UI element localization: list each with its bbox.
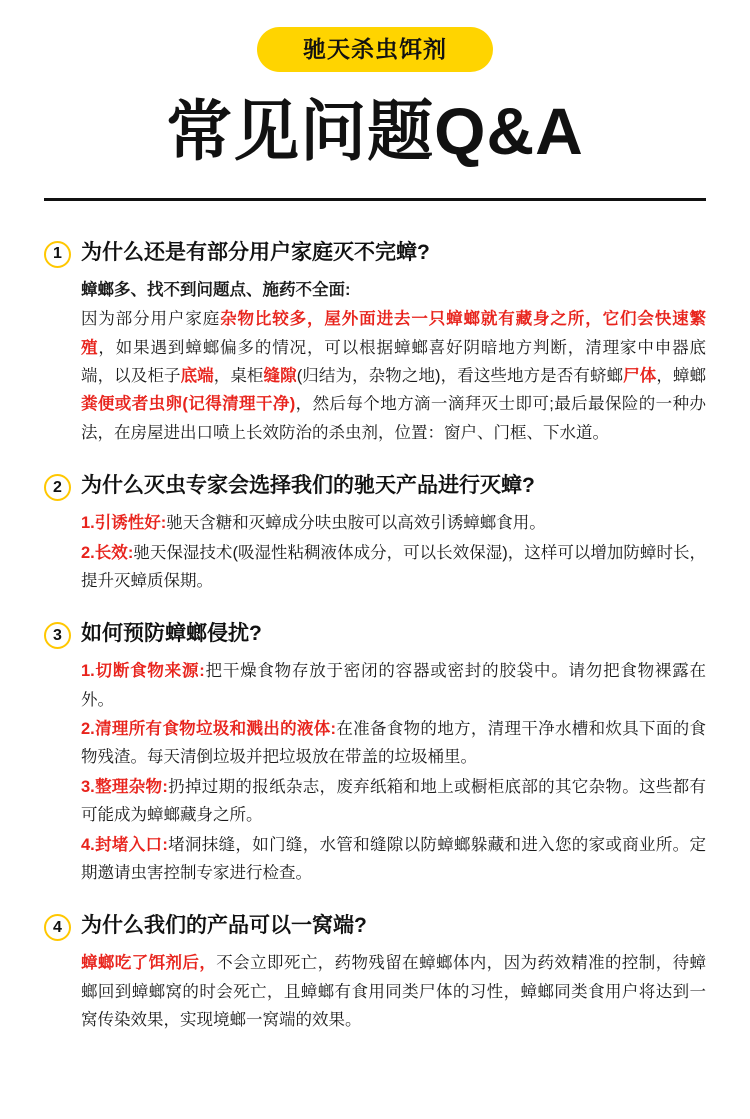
page-title: 常见问题Q&A	[166, 94, 584, 168]
faq-list	[44, 239, 706, 1035]
faq-answer-segment: 堵洞抹缝，如门缝，水管和缝隙以防蟑螂躲藏和进入您的家或商业所。定期邀请虫害控制专家进行检查。	[81, 835, 706, 882]
faq-answer-segment: 1.引诱性好:	[81, 514, 167, 533]
faq-item	[44, 239, 706, 447]
faq-answer-segment: 蟑螂多、找不到问题点、施药不全面:	[81, 280, 351, 299]
faq-number-badge: 1	[44, 241, 71, 268]
faq-answer-segment: (归结为，杂物之地)，看这些地方是否有蛴螂	[296, 367, 624, 386]
faq-answer	[81, 949, 706, 1034]
faq-answer-segment: 驰天含糖和灭蟑成分呋虫胺可以高效引诱蟑螂食用。	[166, 514, 546, 533]
faq-question-text: 为什么灭虫专家会选择我们的驰天产品进行灭蟑?	[81, 474, 535, 498]
faq-answer-segment: 驰天保湿技术(吸湿性粘稠液体成分，可以长效保湿)，这样可以增加防蟑时长，提升灭蟑质保期。	[81, 543, 706, 590]
faq-answer-segment: 尸体	[623, 367, 657, 386]
faq-answer-segment: 把干燥食物存放于密闭的容器或密封的胶袋中。请勿把食物裸露在外。	[81, 662, 706, 709]
faq-question-text: 为什么我们的产品可以一窝端?	[81, 914, 367, 938]
faq-answer-paragraph	[81, 276, 706, 304]
faq-item	[44, 912, 706, 1034]
header-divider	[44, 198, 706, 201]
faq-number-badge: 4	[44, 914, 71, 941]
faq-answer-segment: 因为部分用户家庭	[81, 310, 221, 329]
faq-question-text: 为什么还是有部分用户家庭灭不完蟑?	[81, 240, 430, 264]
faq-number-badge: 2	[44, 474, 71, 501]
faq-number-badge: 3	[44, 622, 71, 649]
faq-answer	[81, 509, 706, 595]
faq-answer	[81, 657, 706, 887]
faq-item	[44, 472, 706, 595]
faq-answer-segment: 底端	[180, 367, 214, 386]
faq-answer-segment: 2.长效:	[81, 543, 134, 562]
faq-answer-paragraph	[81, 949, 706, 1034]
faq-answer-paragraph	[81, 657, 706, 714]
faq-answer-paragraph	[81, 305, 706, 447]
faq-answer-segment: 扔掉过期的报纸杂志，废弃纸箱和地上或橱柜底部的其它杂物。这些都有可能成为蟑螂藏身之所。	[81, 777, 706, 825]
badge-container	[44, 0, 706, 72]
faq-answer-paragraph	[81, 539, 706, 596]
faq-answer-segment: 4.封堵入口:	[81, 835, 168, 854]
faq-answer-paragraph	[81, 831, 706, 888]
faq-answer-segment: 杂物比较多，屋外面进去一只蟑螂就有藏身之所，它们会快速繁殖	[81, 310, 707, 357]
product-badge: 驰天杀虫饵剂	[257, 27, 493, 72]
faq-question-row	[44, 620, 706, 649]
faq-answer-segment: 2.清理所有食物垃圾和溅出的液体:	[81, 720, 337, 739]
faq-item	[44, 620, 706, 887]
faq-answer-segment: 蟑螂吃了饵剂后，	[81, 954, 217, 973]
faq-answer-paragraph	[81, 715, 706, 772]
faq-answer-segment: 1.切断食物来源:	[81, 662, 205, 681]
faq-question-row	[44, 472, 706, 501]
faq-answer-segment: 不会立即死亡，药物残留在蟑螂体内，因为药效精准的控制，待蟑螂回到蟑螂窝的时会死亡，且蟑螂有食用同类尸体的习性，蟑螂同类食用户将达到一窝传染效果，实现境螂一窝端的效果。	[81, 954, 707, 1030]
faq-answer-segment: ，然后每个地方滴一滴拜灭士即可;最后最保险的一种办法，在房屋进出口喷上长效防治的杀虫剂，位置：窗户、门框、下水道。	[81, 395, 706, 442]
faq-answer-paragraph	[81, 509, 706, 537]
faq-answer	[81, 276, 706, 447]
faq-answer-paragraph	[81, 773, 706, 830]
faq-question-row	[44, 239, 706, 268]
faq-question-text: 如何预防蟑螂侵扰?	[81, 622, 262, 646]
faq-answer-segment: 在准备食物的地方，清理干净水槽和炊具下面的食物残渣。每天清倒垃圾并把垃圾放在带盖的垃圾桶里。	[81, 720, 706, 767]
faq-answer-segment: ，如果遇到蟑螂偏多的情况，可以根据蟑螂喜好阴暗地方判断，清理家中申器底端，以及柜子	[81, 338, 707, 386]
faq-answer-segment: 3.整理杂物:	[81, 777, 168, 796]
faq-answer-segment: ，蟑螂	[656, 367, 707, 386]
faq-answer-segment: 缝隙	[263, 367, 297, 386]
faq-question-row	[44, 912, 706, 941]
faq-answer-segment: ，桌柜	[213, 367, 264, 386]
faq-answer-segment: 粪便或者虫卵(记得清理干净)	[81, 395, 296, 414]
